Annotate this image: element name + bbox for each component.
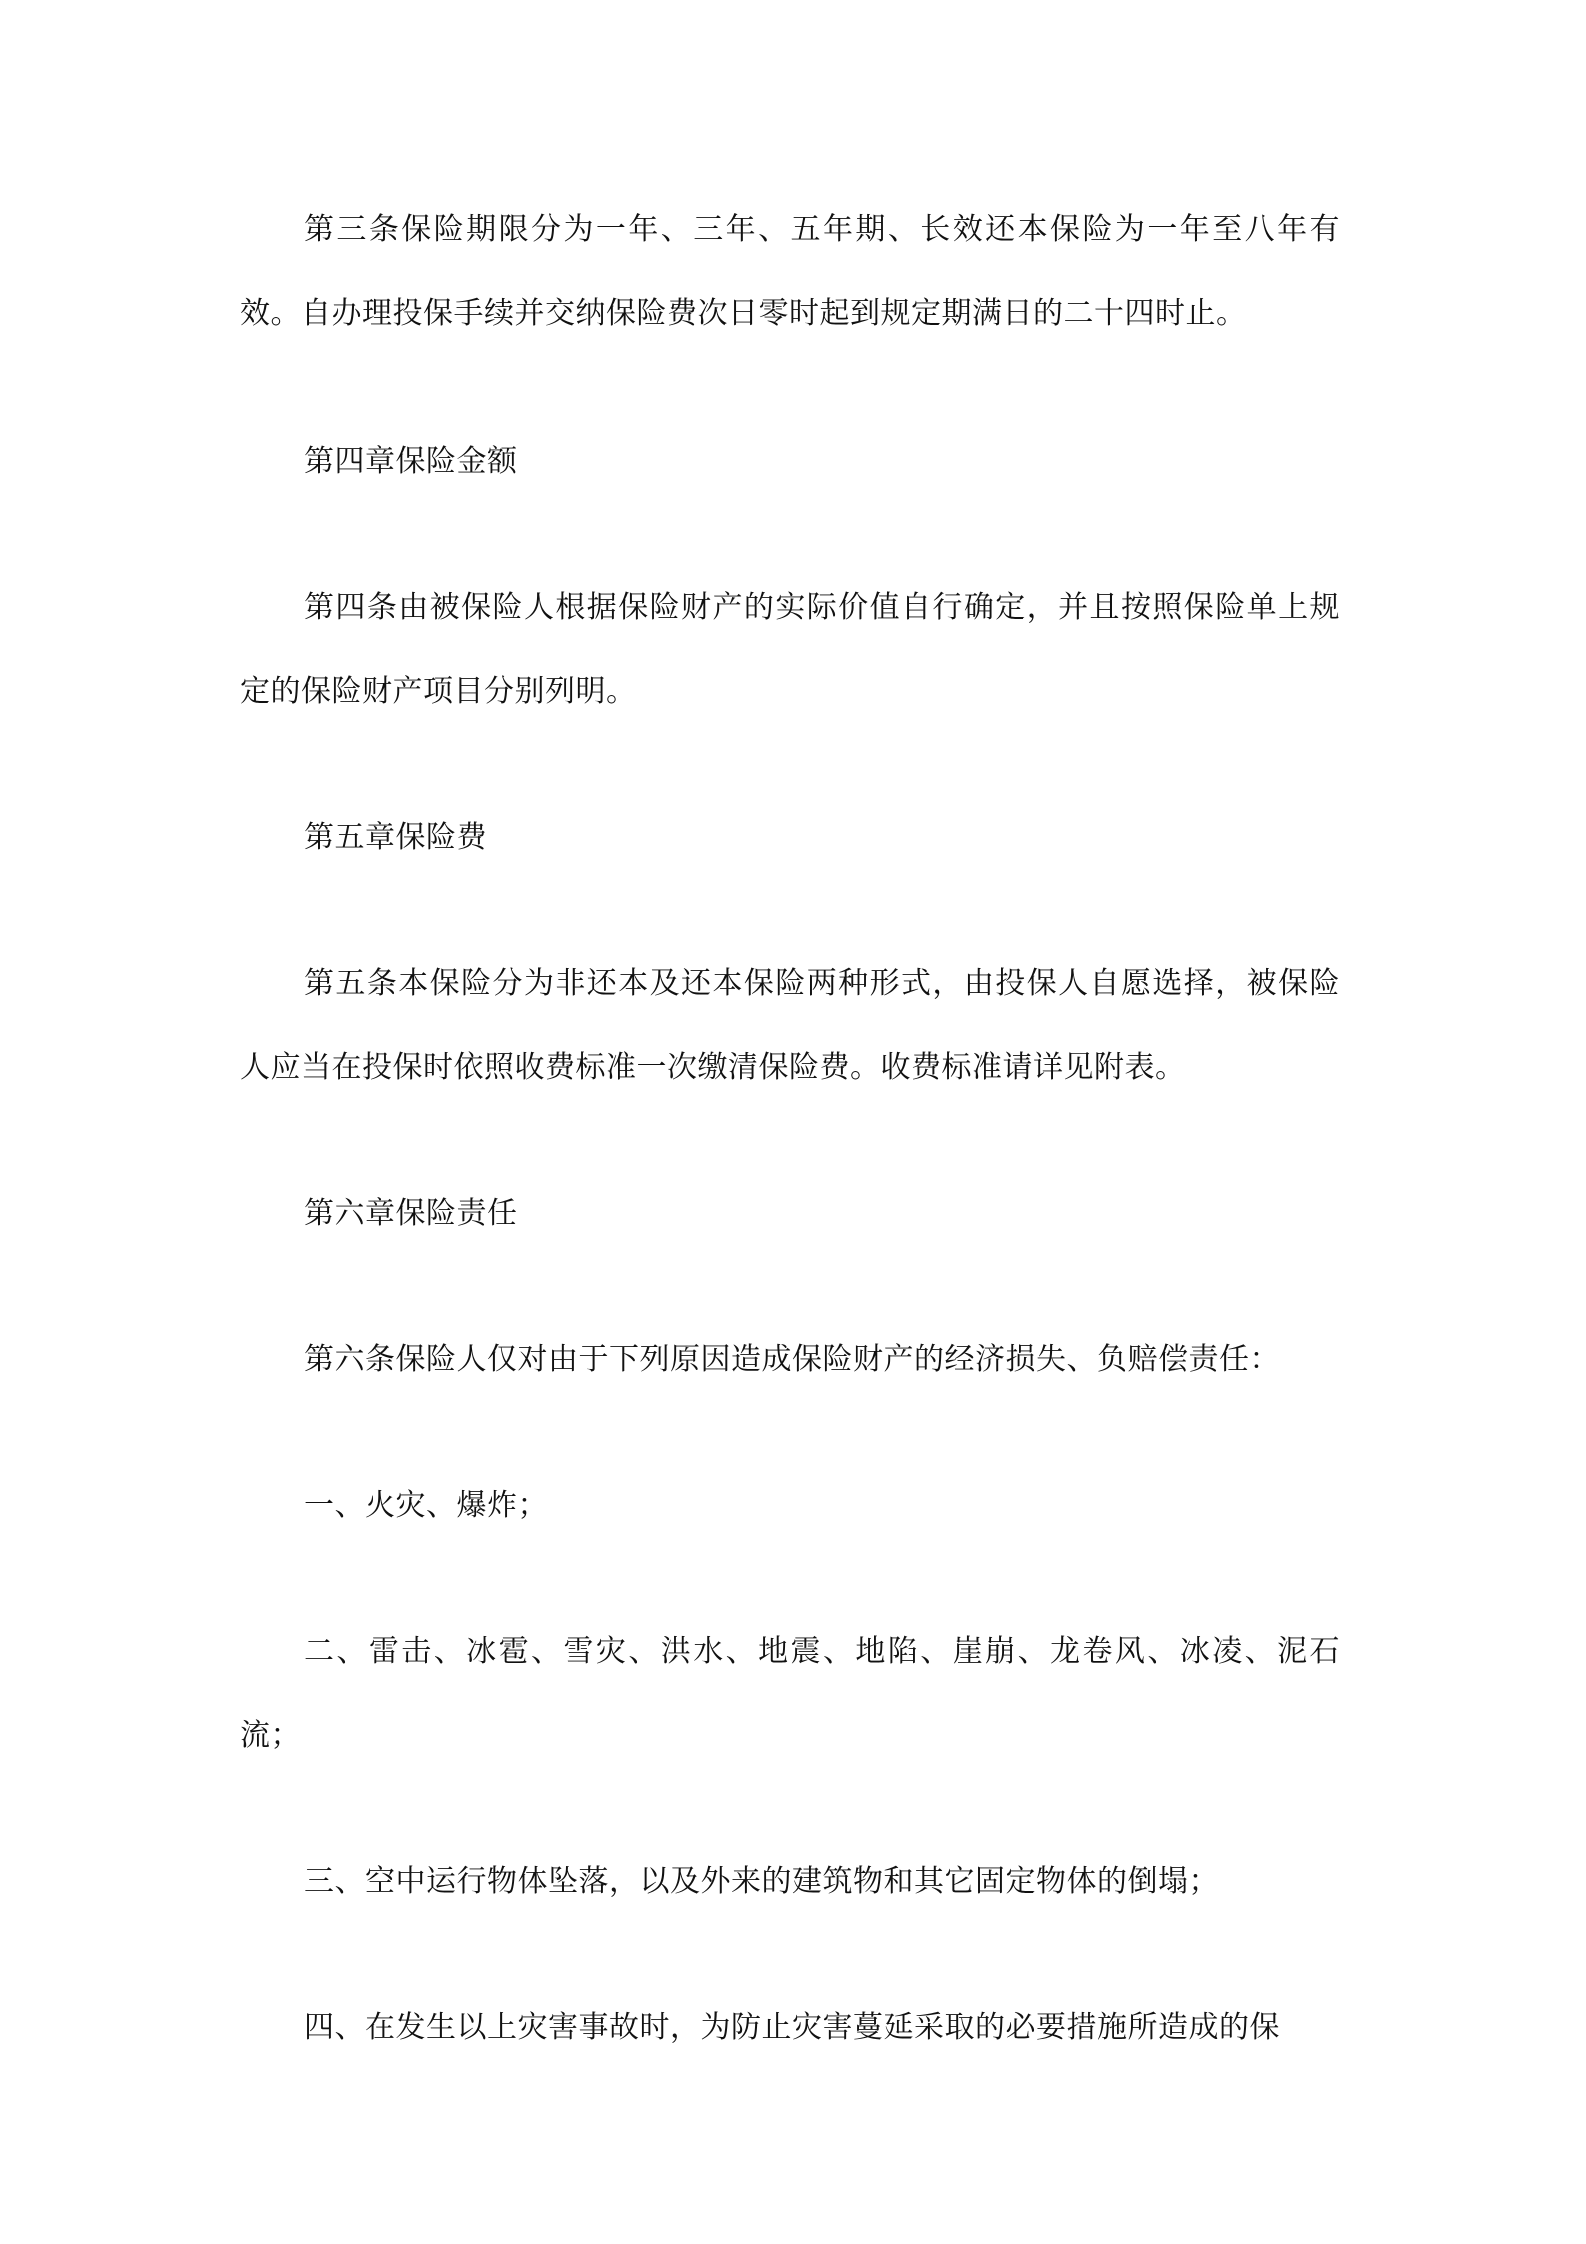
list-item-3: 三、空中运行物体坠落，以及外来的建筑物和其它固定物体的倒塌； bbox=[304, 1864, 1219, 1899]
chapter-4-heading: 第四章保险金额 bbox=[304, 444, 518, 479]
article-4-paragraph: 第四条由被保险人根据保险财产的实际价值自行确定，并且按照保险单上规定的保险财产项目分别列明。 bbox=[240, 590, 1340, 709]
list-item-2: 二、雷击、冰雹、雪灾、洪水、地震、地陷、崖崩、龙卷风、冰凌、泥石流； bbox=[240, 1634, 1340, 1753]
chapter-6-heading: 第六章保险责任 bbox=[304, 1196, 518, 1231]
article-5-paragraph: 第五条本保险分为非还本及还本保险两种形式，由投保人自愿选择，被保险人应当在投保时依照收费标准一次缴清保险费。收费标准请详见附表。 bbox=[240, 966, 1340, 1085]
article-6-paragraph: 第六条保险人仅对由于下列原因造成保险财产的经济损失、负赔偿责任： bbox=[304, 1342, 1280, 1377]
list-item-4: 四、在发生以上灾害事故时，为防止灾害蔓延采取的必要措施所造成的保 bbox=[304, 2010, 1280, 2045]
chapter-5-heading: 第五章保险费 bbox=[304, 820, 487, 855]
article-3-paragraph: 第三条保险期限分为一年、三年、五年期、长效还本保险为一年至八年有效。自办理投保手续并交纳保险费次日零时起到规定期满日的二十四时止。 bbox=[240, 212, 1340, 331]
list-item-1: 一、火灾、爆炸； bbox=[304, 1488, 548, 1523]
